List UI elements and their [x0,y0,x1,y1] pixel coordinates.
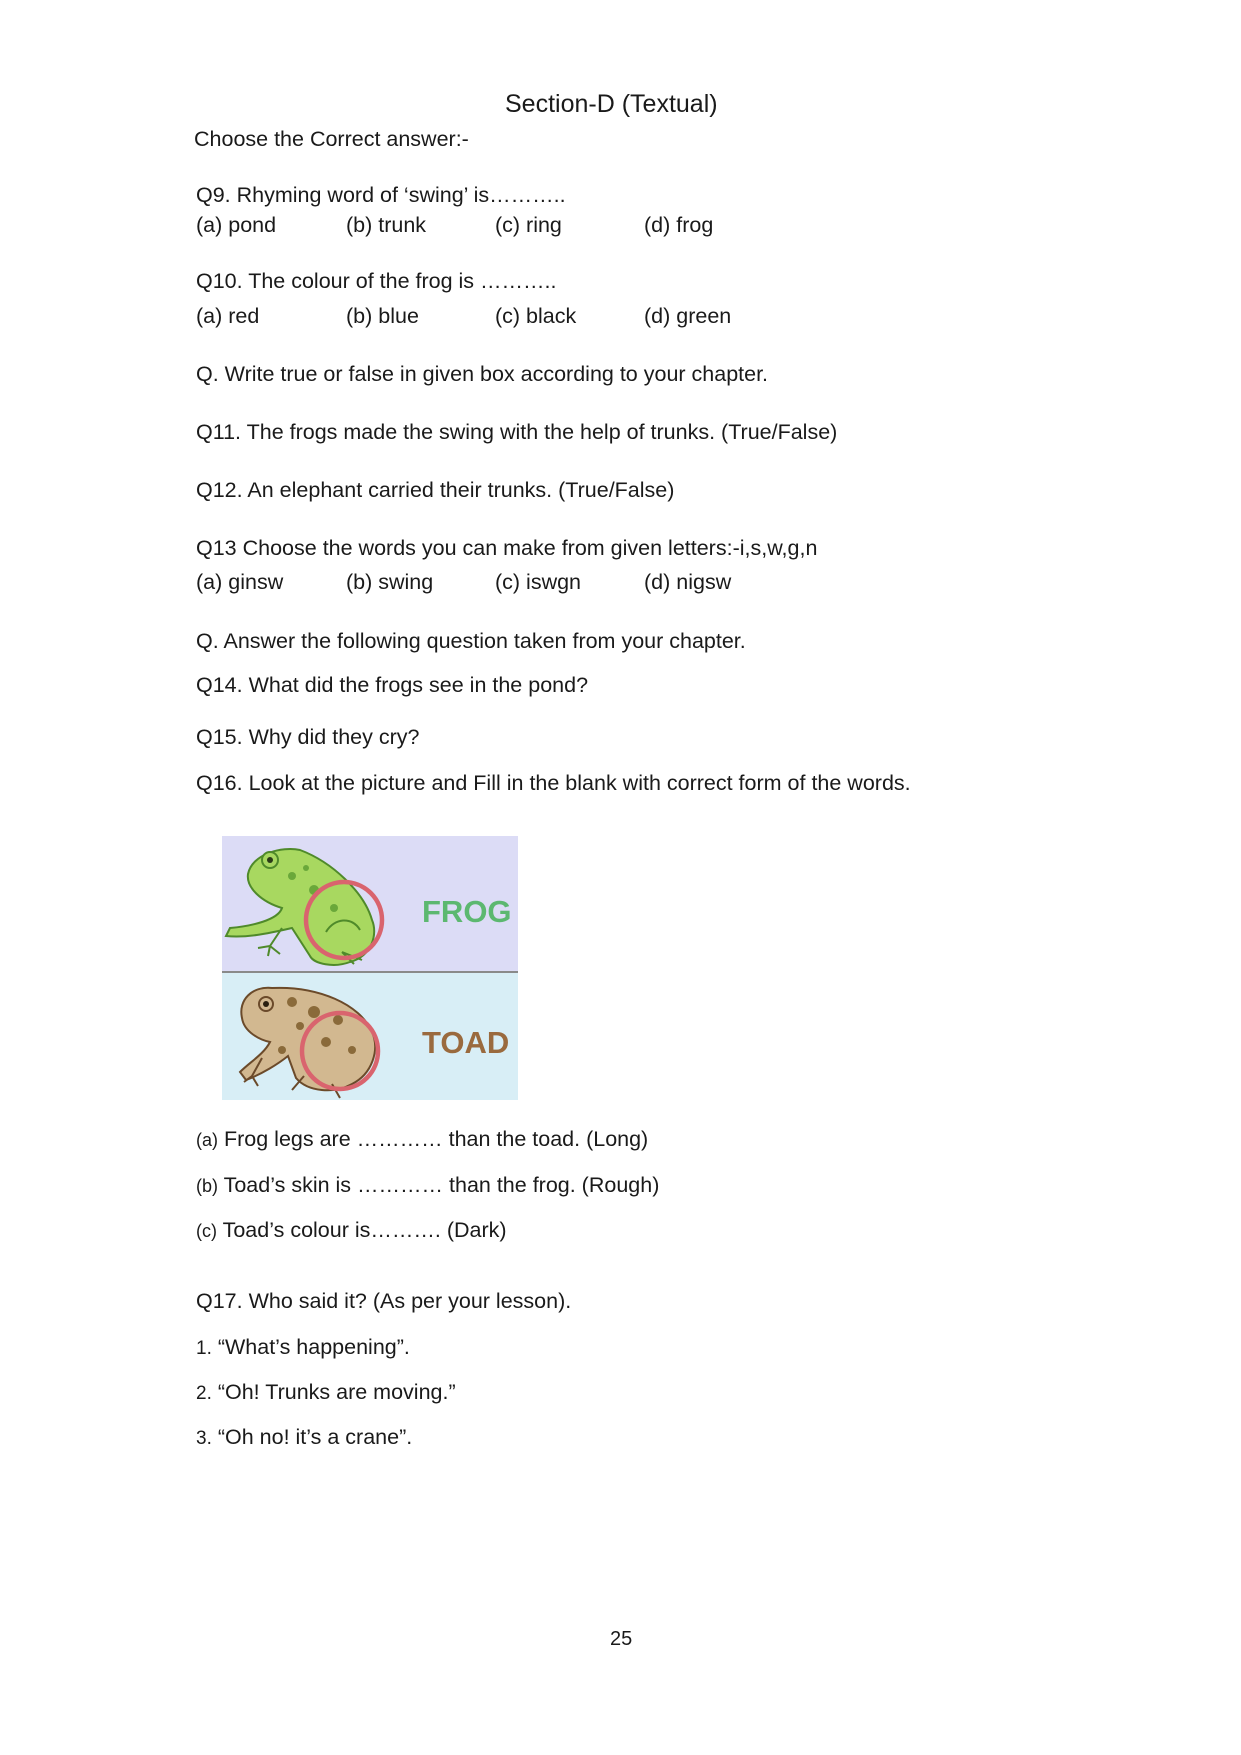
q15-question: Q15. Why did they cry? [196,725,420,749]
q10-option-d: (d) green [644,304,732,328]
q17-item-1 [196,1335,410,1360]
q13-option-a: (a) ginsw [196,570,284,594]
q17-item-2 [196,1380,456,1405]
q13-option-d: (d) nigsw [644,570,732,594]
fill-blank-a-marker: (a) [196,1130,218,1150]
q17-item-1-marker: 1. [196,1338,212,1359]
q17-item-3 [196,1425,412,1450]
q17-item-3-marker: 3. [196,1428,212,1449]
q17-item-1-text: “What’s happening”. [217,1335,410,1359]
toad-label: TOAD [422,1025,510,1060]
instruction: Choose the Correct answer:- [194,127,469,151]
q9-option-a: (a) pond [196,213,277,237]
q13-option-c: (c) iswgn [495,570,582,594]
q17-question: Q17. Who said it? (As per your lesson). [196,1289,572,1313]
q12-question: Q12. An elephant carried their trunks. (True/False) [196,478,675,502]
fill-blank-c-text: Toad’s colour is………. (Dark) [222,1218,507,1242]
q13-question: Q13 Choose the words you can make from given letters:-i,s,w,g,n [196,536,818,560]
q10-option-a: (a) red [196,304,260,328]
true-false-instruction: Q. Write true or false in given box according to your chapter. [196,362,769,386]
q9-option-c: (c) ring [495,213,562,237]
fill-blank-b-marker: (b) [196,1176,218,1196]
q10-option-b: (b) blue [346,304,419,328]
q10-option-c: (c) black [495,304,577,328]
fill-blank-a-text: Frog legs are ………… than the toad. (Long) [223,1127,649,1151]
q11-question: Q11. The frogs made the swing with the help of trunks. (True/False) [196,420,838,444]
fill-blank-b-text: Toad’s skin is ………… than the frog. (Rough) [223,1173,660,1197]
q14-question: Q14. What did the frogs see in the pond? [196,673,589,697]
q16-question: Q16. Look at the picture and Fill in the blank with correct form of the words. [196,771,911,795]
page-number: 25 [610,1628,633,1650]
fill-blank-c [196,1218,507,1243]
fill-blank-a [196,1127,648,1152]
q17-item-3-text: “Oh no! it’s a crane”. [217,1425,413,1449]
fill-blank-c-marker: (c) [196,1221,217,1241]
q13-option-b: (b) swing [346,570,434,594]
frog-toad-figure [222,836,518,1100]
q9-question: Q9. Rhyming word of ‘swing’ is……….. [196,183,566,207]
frog-label: FROG [422,894,512,929]
answer-instruction: Q. Answer the following question taken from your chapter. [196,629,746,653]
section-title: Section-D (Textual) [505,90,718,118]
q9-option-d: (d) frog [644,213,714,237]
q17-item-2-marker: 2. [196,1383,212,1404]
q10-question: Q10. The colour of the frog is ……….. [196,269,557,293]
fill-blank-b [196,1173,659,1198]
q17-item-2-text: “Oh! Trunks are moving.” [217,1380,456,1404]
q9-option-b: (b) trunk [346,213,427,237]
